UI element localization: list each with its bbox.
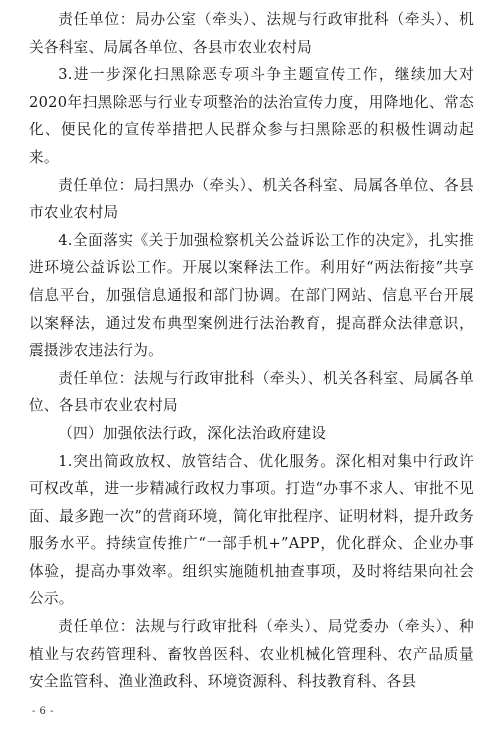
- document-body: [29, 6, 474, 696]
- responsibility-paragraph-2: 责任单位：局扫黑办（牵头）、机关各科室、局属各单位、各县市农业农村局: [29, 176, 474, 222]
- item-3-paragraph: 3.进一步深化扫黑除恶专项斗争主题宣传工作，继续加大对2020年扫黑除恶与行业专项整治的法治宣传力度，用降地化、常态化、便民化的宣传举措把人民群众参与扫黑除恶的积极性调动起来。: [29, 66, 474, 166]
- item-4-paragraph: 4.全面落实《关于加强检察机关公益诉讼工作的决定》，扎实推进环境公益诉讼工作。开展以案释法工作。利用好“两法衔接”共享信息平台，加强信息通报和部门协调。在部门网站、信息平台开展以案释法，通过发布典型案例进行法治教育，提高群众法律意识，震摄涉农违法行为。: [29, 231, 474, 360]
- page-number: - 6 -: [32, 706, 54, 717]
- responsibility-paragraph-4: 责任单位：法规与行政审批科（牵头）、局党委办（牵头）、种植业与农药管理科、畜牧兽医科、农业机械化管理科、农产品质量安全监管科、渔业渔政科、环境资源科、科技教育科、各县: [29, 618, 474, 691]
- section-heading: （四）加强依法行政，深化法治政府建设: [58, 424, 327, 442]
- responsibility-paragraph-1: 责任单位：局办公室（牵头）、法规与行政审批科（牵头）、机关各科室、局属各单位、各县市农业农村局: [29, 11, 474, 56]
- responsibility-paragraph-3: 责任单位：法规与行政审批科（牵头）、机关各科室、局属各单位、各县市农业农村局: [29, 369, 474, 415]
- item-1-paragraph: 1.突出简政放权、放管结合、优化服务。深化相对集中行政许可权改革，进一步精减行政权力事项。打造“办事不求人、审批不见面、最多跑一次”的营商环境，简化审批程序、证明材料，提升政务服务水平。持续宣传推广“一部手机+”APP，优化群众、企业办事体验，提高办事效率。组织实施随机抽查事项，及时将结果向社会公示。: [29, 452, 474, 608]
